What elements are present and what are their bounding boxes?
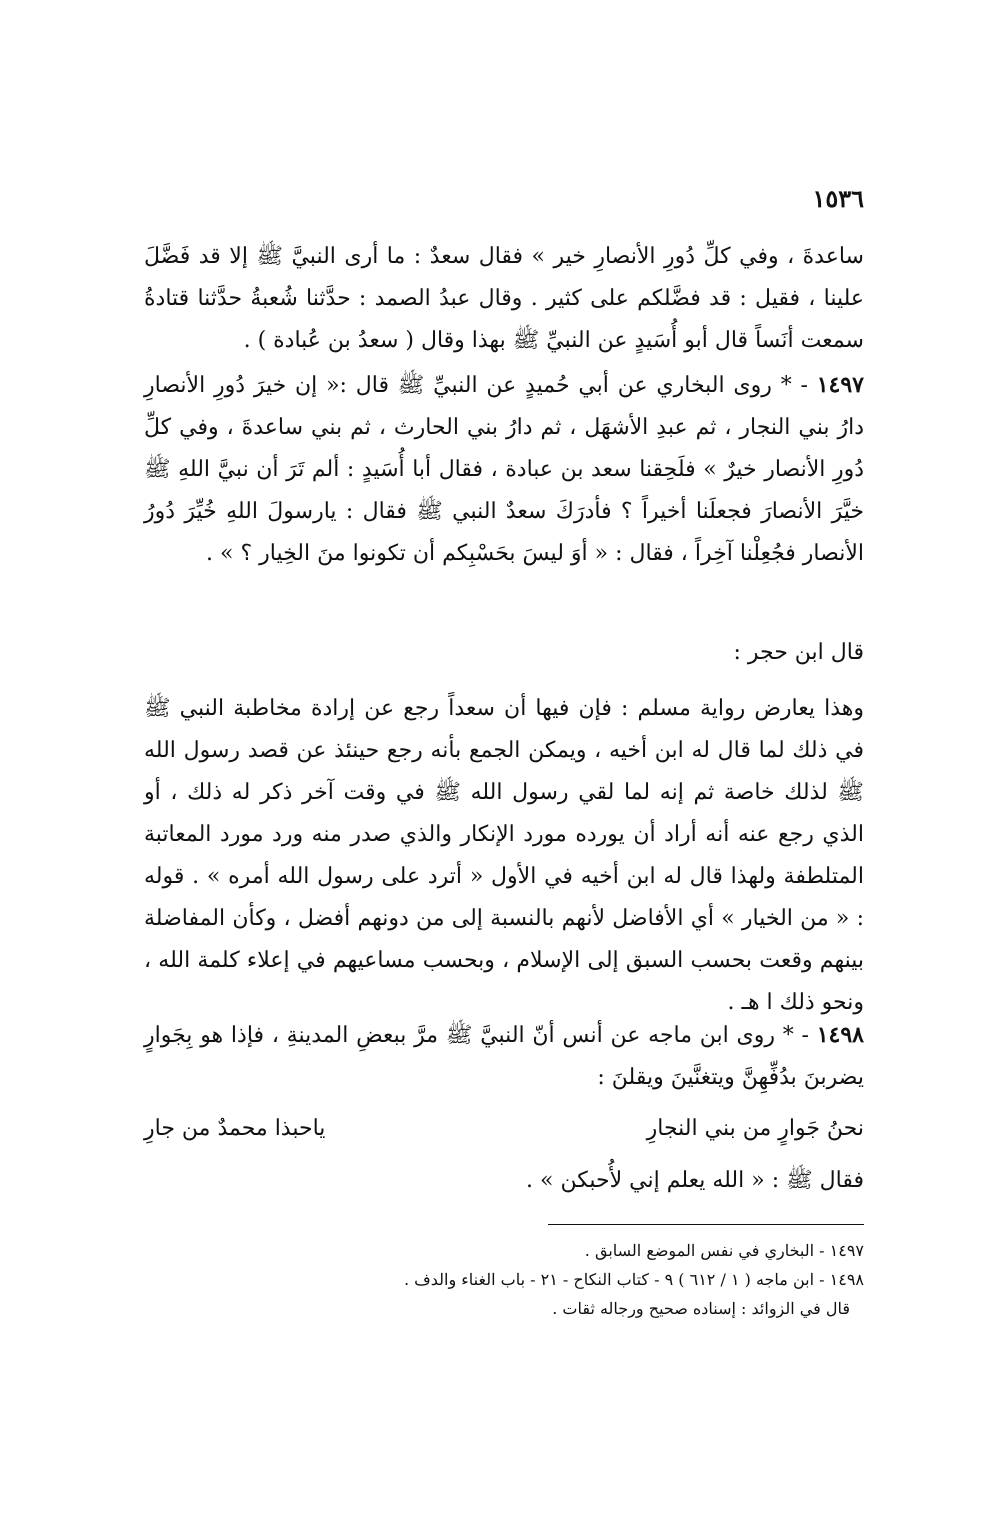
commentary-paragraph: وهذا يعارض رواية مسلم : فإن فيها أن سعداً رجع عن إرادة مخاطبة النبي ﷺ في ذلك لما قال له ابن أخيه ، ويمكن الجمع بأنه رجع حينئذ عن قصد رسول الله ﷺ لذلك خاصة ثم إنه لما لقي رسول الله ﷺ في وقت آخر ذكر له ذلك ، أو الذي رجع عنه أنه أراد أن يورده مورد الإنكار والذي صدر منه ورد مورد المعاتبة المتلطفة ولهذا قال له ابن أخيه في الأول « أترد على رسول الله أمره » . قوله : « من الخيار » أي الأفاضل لأنهم بالنسبة إلى من دونهم أفضل ، وكأن المفاضلة بينهم وقعت بحسب السبق إلى الإسلام ، وبحسب مساعيهم في إعلاء كلمة الله ، ونحو ذلك ا هـ . — [144, 696, 864, 1015]
hadith-number: ١٤٩٨ — [816, 1022, 864, 1048]
hadith-text: روى ابن ماجه عن أنس أنّ النبيَّ ﷺ مرَّ ببعضِ المدينةِ ، فإذا هو بِجَوارٍ يضربنَ بدُفِّهِنَّ ويتغنَّينَ ويقلنَ : — [144, 1023, 864, 1090]
ibn-hajar-label: قال ابن حجر : — [733, 640, 864, 665]
hadith-text: روى البخاري عن أبي حُميدٍ عن النبيِّ ﷺ قال :« إن خيرَ دُورِ الأنصارِ دارُ بني النجار ، ثم عبدِ الأشهَل ، ثم دارُ بني الحارث ، ثم بني ساعدةَ ، وفي كلِّ دُورِ الأنصار خيرٌ » فلَحِقنا سعد بن عبادة ، فقال أبا أُسَيدٍ : ألم تَرَ أن نبيَّ اللهِ ﷺ خيَّرَ الأنصارَ فجعلَنا أخيراً ؟ فأدرَكَ سعدٌ النبي ﷺ فقال : يارسولَ اللهِ خُيِّرَ دُورُ الأنصار فجُعِلْنا آخِراً ، فقال : « أوَ ليسَ بحَسْبِكم أن تكونوا منَ الخِيار ؟ » . — [144, 373, 864, 566]
footnote-1498: ١٤٩٨ - ابن ماجه ( ١ / ٦١٢ ) ٩ - كتاب النكاح - ٢١ - باب الغناء والدف . — [403, 1270, 864, 1289]
hadith-number: ١٤٩٧ — [816, 372, 864, 398]
hadith-1497 — [144, 364, 864, 575]
page-number: ١٥٣٦ — [812, 184, 864, 213]
hadith-marker: - * — [780, 373, 808, 398]
footnote-divider — [548, 1224, 864, 1225]
footnote-1497: ١٤٩٧ - البخاري في نفس الموضع السابق . — [584, 1241, 864, 1260]
hadith-1498 — [144, 1014, 864, 1099]
closing-line: فقال ﷺ : « الله يعلم إني لأُحبكن » . — [526, 1168, 864, 1193]
paragraph-continuation: ساعدةَ ، وفي كلِّ دُورِ الأنصارِ خير » فقال سعدٌ : ما أرى النبيَّ ﷺ إلا قد فَضَّلَ علينا ، فقيل : قد فضَّلكم على كثير . وقال عبدُ الصمد : حدَّثنا شُعبةُ حدَّثنا قتادةُ سمعت أنَساً قال أبو أُسَيدٍ عن النبيِّ ﷺ بهذا وقال ( سعدُ بن عُبادة ) . — [144, 244, 864, 353]
hadith-marker: - * — [782, 1023, 809, 1048]
footnote-1498-note: قال في الزوائد : إسناده صحيح ورجاله ثقات . — [552, 1299, 850, 1318]
poem-verse — [144, 1116, 864, 1141]
verse-first-hemistich: نحنُ جَوارٍ من بني النجارِ — [646, 1116, 864, 1141]
verse-second-hemistich: ياحبذا محمدٌ من جارِ — [144, 1116, 326, 1141]
footnotes — [144, 1236, 864, 1323]
